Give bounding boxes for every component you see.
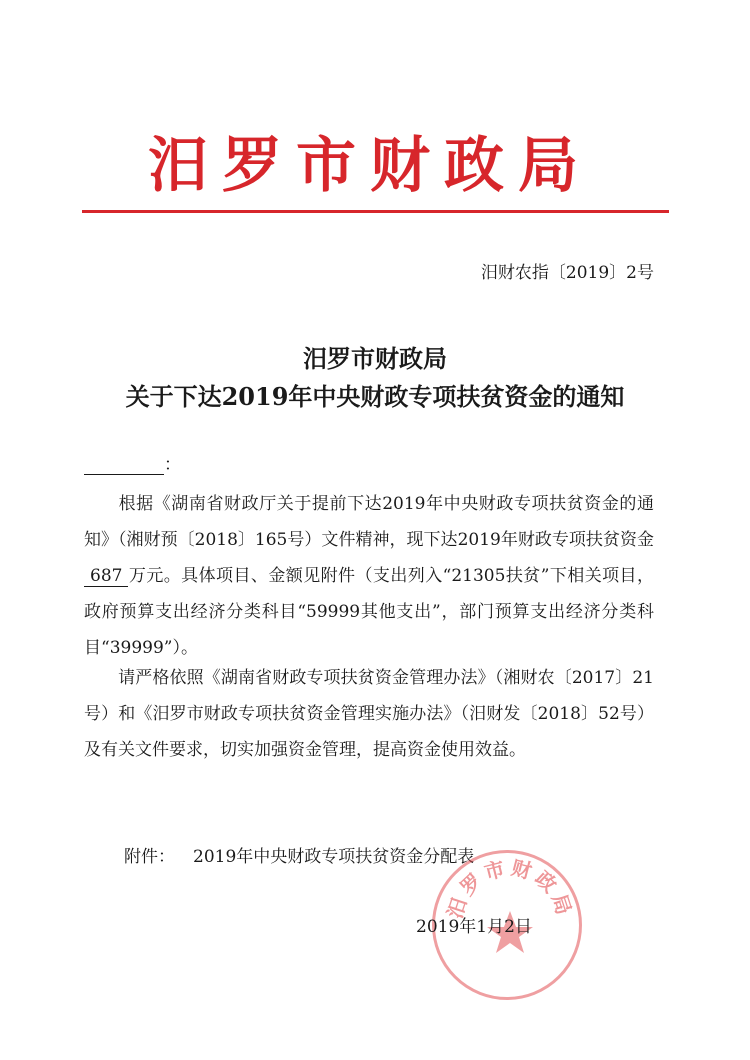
paragraph-2-text: 请严格依照《湖南省财政专项扶贫资金管理办法》（湘财农〔2017〕21号）和《汨罗市财政专项扶贫资金管理实施办法》（汨财发〔2018〕52号）及有关文件要求，切实加强资金管理，提高资金使用效益。 xyxy=(84,668,654,760)
seal-text: 汨罗市财政局 xyxy=(442,855,578,922)
title-line-2: 关于下达2019年中央财政专项扶贫资金的通知 xyxy=(125,382,625,411)
attachment-line xyxy=(124,842,474,867)
attachment-title: 2019年中央财政专项扶贫资金分配表 xyxy=(193,847,475,867)
issue-date: 2019年1月2日 xyxy=(416,917,532,937)
notice-title xyxy=(80,340,670,416)
paragraph-1-lead: 根据《湖南省财政厅关于提前下达2019年中央财政专项扶贫资金的通知》（湘财预〔2018〕165号）文件精神，现下达2019年财政专项扶贫资金 xyxy=(84,494,654,550)
attachment-label: 附件： xyxy=(124,847,175,867)
red-divider xyxy=(82,210,669,213)
document-number: 汨财农指〔2019〕2号 xyxy=(480,263,654,283)
paragraph-2 xyxy=(84,660,654,768)
masthead-title: 汨罗市财政局 xyxy=(148,131,592,201)
title-line-1: 汨罗市财政局 xyxy=(303,344,447,373)
recipient-blank xyxy=(84,460,164,475)
paragraph-1 xyxy=(84,486,654,666)
salutation xyxy=(84,450,181,475)
salutation-colon: ： xyxy=(164,455,181,475)
fund-amount: 687 xyxy=(84,566,128,587)
paragraph-1-tail: 万元。具体项目、金额见附件（支出列入“21305扶贫”下相关项目，政府预算支出经济分类科目“59999其他支出”，部门预算支出经济分类科目“39999”）。 xyxy=(84,566,654,658)
